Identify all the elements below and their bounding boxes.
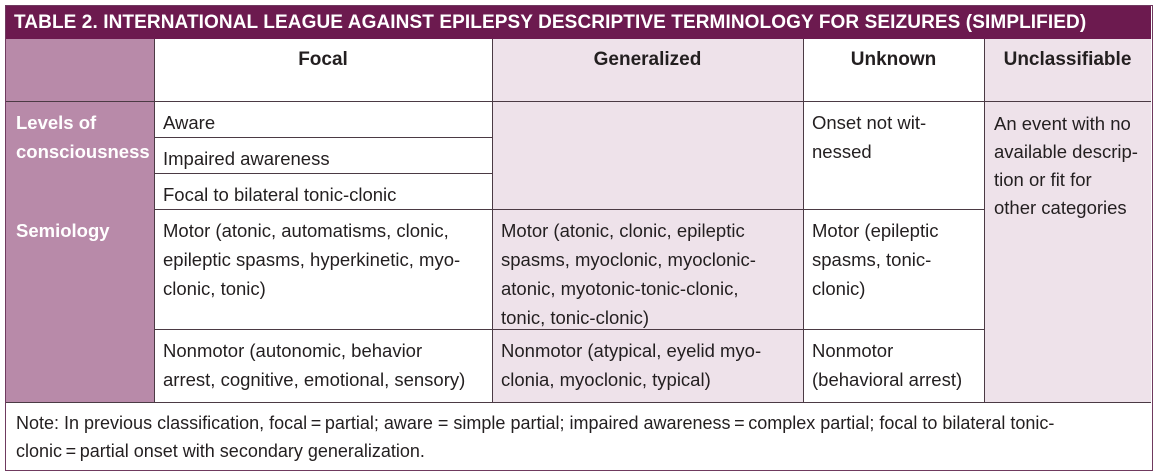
rule-semiology <box>154 209 984 210</box>
cell-generalized-motor: Motor (atonic, clonic, epileptic spasms, myoclonic, myoclonic- atonic, myotonic-tonic-clonic, tonic, tonic-clonic) <box>501 220 756 328</box>
cell-focal-nonmotor: Nonmotor (autonomic, behavior arrest, cognitive, emotional, sensory) <box>163 340 466 390</box>
vrule-4 <box>984 39 985 402</box>
rule-impaired <box>154 173 492 174</box>
cell-focal-to-bilateral: Focal to bilateral tonic-clonic <box>163 184 397 205</box>
cell-generalized-nonmotor: Nonmotor (atypical, eyelid myo- clonia, myoclonic, typical) <box>501 340 762 390</box>
row-label-consciousness: Levels of consciousness <box>16 112 150 162</box>
row-label-semiology: Semiology <box>16 220 110 241</box>
header-unknown: Unknown <box>850 49 937 70</box>
cell-unknown-nonmotor: Nonmotor (behavioral arrest) <box>812 340 963 390</box>
note-rule <box>6 402 1151 403</box>
cell-unclassifiable: An event with no available descrip- tion or fit for other categories <box>994 113 1138 218</box>
table-note: Note: In previous classification, focal = partial; aware = simple partial; impaired awareness = complex partial; focal to bilateral tonic- clonic = partial onset with secondary generalization. <box>16 413 1055 461</box>
cell-aware: Aware <box>163 112 216 133</box>
table-title: TABLE 2. INTERNATIONAL LEAGUE AGAINST EPILEPSY DESCRIPTIVE TERMINOLOGY FOR SEIZURES (SIMPLIFIED) <box>6 6 1151 39</box>
cell-onset-not-witnessed: Onset not wit- nessed <box>812 112 927 162</box>
header-unclassifiable: Unclassifiable <box>1003 49 1132 70</box>
vrule-3 <box>803 39 804 402</box>
header-rule <box>6 101 1151 102</box>
vrule-1 <box>154 39 155 402</box>
table-frame <box>5 5 1153 471</box>
vrule-2 <box>492 39 493 402</box>
cell-impaired-awareness: Impaired awareness <box>163 148 330 169</box>
header-generalized: Generalized <box>593 49 702 70</box>
cell-unknown-motor: Motor (epileptic spasms, tonic- clonic) <box>812 220 939 299</box>
rule-aware <box>154 137 492 138</box>
cell-focal-motor: Motor (atonic, automatisms, clonic, epileptic spasms, hyperkinetic, myo- clonic, tonic) <box>163 220 461 299</box>
header-focal: Focal <box>298 49 348 70</box>
